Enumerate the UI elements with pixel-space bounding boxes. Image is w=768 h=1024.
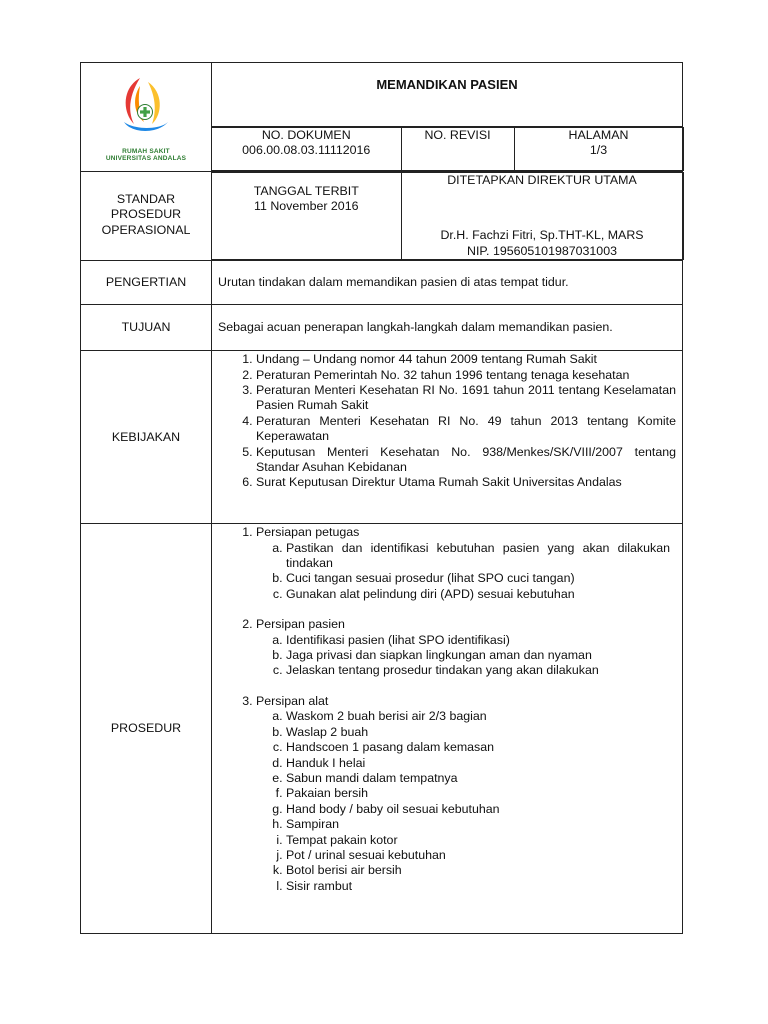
prosedur-substep: e. Sabun mandi dalam tempatnya: [286, 771, 676, 786]
revision-label: NO. REVISI: [424, 128, 491, 142]
prosedur-step: [256, 694, 682, 894]
kebijakan-item: 1. Undang – Undang nomor 44 tahun 2009 tentang Rumah Sakit: [256, 352, 682, 367]
prosedur-substep: c. Gunakan alat pelindung diri (APD) sesuai kebutuhan: [286, 587, 676, 602]
prosedur-substep: f. Pakaian bersih: [286, 786, 676, 801]
prosedur-substep: g. Hand body / baby oil sesuai kebutuhan: [286, 802, 676, 817]
sop-label-line2: PROSEDUR: [110, 207, 182, 222]
kebijakan-item: 2. Peraturan Pemerintah No. 32 tahun 1996 tentang tenaga kesehatan: [256, 368, 682, 383]
prosedur-substep: a. Waskom 2 buah berisi air 2/3 bagian: [286, 709, 676, 724]
document-title: MEMANDIKAN PASIEN: [212, 63, 683, 127]
prosedur-substep-list: [256, 709, 676, 894]
prosedur-step: [256, 617, 682, 679]
prosedur-substep: c. Handscoen 1 pasang dalam kemasan: [286, 740, 676, 755]
sop-table: [80, 62, 683, 934]
prosedur-label: PROSEDUR: [81, 524, 212, 934]
page-label: HALAMAN: [568, 128, 629, 142]
kebijakan-item: 4. Peraturan Menteri Kesehatan RI No. 49 tahun 2013 tentang Komite Keperawatan: [256, 414, 682, 445]
page-number-cell: [514, 128, 683, 171]
director-name: Dr.H. Fachzi Fitri, Sp.THT-KL, MARS: [440, 228, 644, 243]
sop-label-cell: [81, 172, 212, 261]
doc-info-cell: [212, 127, 683, 172]
issue-approval-cell: [212, 172, 683, 261]
logo-text-line2: UNIVERSITAS ANDALAS: [105, 155, 187, 163]
issue-date-cell: [212, 173, 401, 260]
kebijakan-item: 5. Keputusan Menteri Kesehatan No. 938/Menkes/SK/VIII/2007 tentang Standar Asuhan Kebidanan: [256, 445, 682, 476]
approval-cell: [401, 173, 683, 260]
doc-number-label: NO. DOKUMEN: [261, 128, 351, 142]
tujuan-label: TUJUAN: [81, 305, 212, 351]
kebijakan-item: 6. Surat Keputusan Direktur Utama Rumah Sakit Universitas Andalas: [256, 475, 682, 490]
pengertian-label: PENGERTIAN: [81, 261, 212, 305]
prosedur-cell: [212, 524, 683, 934]
prosedur-substep: b. Cuci tangan sesuai prosedur (lihat SPO cuci tangan): [286, 571, 676, 586]
logo-text-line1: RUMAH SAKIT: [122, 148, 170, 156]
prosedur-step-title: Persipan alat: [256, 693, 329, 708]
prosedur-substep: d. Handuk I helai: [286, 756, 676, 771]
approved-by-label: DITETAPKAN DIREKTUR UTAMA: [447, 173, 637, 187]
director-nip: NIP. 195605101987031003: [467, 243, 617, 258]
prosedur-substep: i. Tempat pakain kotor: [286, 833, 676, 848]
prosedur-substep: l. Sisir rambut: [286, 879, 676, 894]
hospital-logo: [100, 72, 192, 144]
kebijakan-cell: [212, 351, 683, 524]
logo-cell: [81, 63, 212, 172]
prosedur-substep: b. Waslap 2 buah: [286, 725, 676, 740]
pengertian-text: Urutan tindakan dalam memandikan pasien di atas tempat tidur.: [212, 261, 683, 305]
sop-label-line1: STANDAR: [116, 192, 176, 206]
prosedur-substep: a. Identifikasi pasien (lihat SPO identifikasi): [286, 633, 676, 648]
revision-cell: [401, 128, 514, 171]
prosedur-list: [212, 525, 682, 894]
prosedur-substep: b. Jaga privasi dan siapkan lingkungan aman dan nyaman: [286, 648, 676, 663]
prosedur-substep: j. Pot / urinal sesuai kebutuhan: [286, 848, 676, 863]
issue-approval-table: [212, 172, 684, 260]
issue-date-value: 11 November 2016: [254, 199, 359, 214]
prosedur-substep: c. Jelaskan tentang prosedur tindakan yang akan dilakukan: [286, 663, 676, 678]
doc-info-table: [212, 127, 684, 171]
prosedur-substep-list: [256, 633, 676, 679]
prosedur-substep: a. Pastikan dan identifikasi kebutuhan pasien yang akan dilakukan tindakan: [286, 541, 676, 572]
kebijakan-item: 3. Peraturan Menteri Kesehatan RI No. 1691 tahun 2011 tentang Keselamatan Pasien Rumah Sakit: [256, 383, 682, 414]
sop-label-line3: OPERASIONAL: [101, 222, 191, 237]
prosedur-substep: k. Botol berisi air bersih: [286, 863, 676, 878]
prosedur-step-title: Persipan pasien: [256, 617, 345, 632]
prosedur-substep-list: [256, 541, 676, 603]
doc-number-value: 006.00.08.03.11112016: [242, 143, 371, 158]
doc-number-cell: [212, 128, 401, 171]
prosedur-substep: h. Sampiran: [286, 817, 676, 832]
prosedur-step: [256, 525, 682, 602]
page-value: 1/3: [589, 143, 608, 158]
prosedur-step-title: Persiapan petugas: [256, 525, 360, 540]
issue-date-label: TANGGAL TERBIT: [253, 184, 359, 198]
kebijakan-list: [212, 352, 682, 491]
tujuan-text: Sebagai acuan penerapan langkah-langkah dalam memandikan pasien.: [212, 305, 683, 351]
kebijakan-label: KEBIJAKAN: [81, 351, 212, 524]
